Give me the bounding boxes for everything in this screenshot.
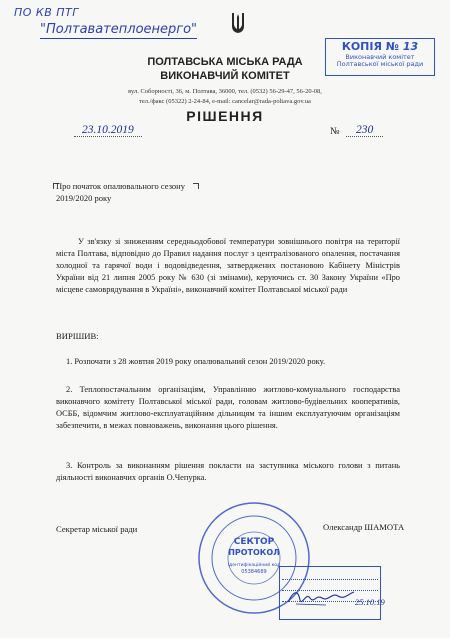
preamble-paragraph: У зв'язку зі зниженням середньодобової температури зовнішнього повітря на території міста Полтава, відповідно до Правил надання послуг з централізованого опалення, постачання холодної та гарячої води і водовідведення, затверджених постановою Кабінету Міністрів України від 21 липня 2005 року № 630 (зі змінами), керуючись ст. 30 Закону України «Про місцеве самоврядування в Україні», виконавчий комітет Полтавської міської ради (56, 237, 400, 295)
decision-item-3: 3. Контроль за виконанням рішення покласти на заступника міського голови з питань діяльності виконавчих органів О.Чепурка. (56, 461, 400, 483)
decision-subject: Про початок опалювального сезону 2019/2020 року (56, 181, 185, 203)
address-line-1: вул. Соборності, 36, м. Полтава, 36000, тел. (0532) 56-29-47, 56-20-08, (128, 88, 322, 95)
signatory-name: Олександр ШАМОТА (323, 522, 405, 532)
decision-number: 230 (346, 124, 383, 137)
handwritten-organization: "Полтаватеплоенерго" (40, 22, 198, 37)
stamp-center-top: СЕКТОР (233, 537, 275, 547)
handwritten-signature (286, 586, 356, 608)
committee-title: ВИКОНАВЧИЙ КОМІТЕТ (160, 70, 290, 82)
copy-stamp-number: 13 (402, 40, 419, 53)
stamp-id-code: 05384689 (241, 569, 267, 575)
document-type: РІШЕННЯ (186, 108, 264, 124)
received-date: 25.10.19 (355, 597, 385, 607)
signatory-position: Секретар міської ради (56, 524, 138, 534)
copy-stamp-line1: Виконавчий комітет (345, 52, 415, 61)
copy-stamp-title: КОПІЯ № (341, 40, 400, 53)
stamp-center-mid: ПРОТОКОЛ (228, 548, 280, 557)
registration-line (282, 569, 378, 580)
decision-item-1: 1. Розпочати з 28 жовтня 2019 року опалювальний сезон 2019/2020 року. (66, 357, 326, 366)
stamp-id-label: Ідентифікаційний код (227, 563, 281, 568)
address-line-2: тел./факс (05322) 2-24-84, e-mail: cancelar@rada-poltava.gov.ua (139, 98, 311, 105)
handwritten-recipient: ПО КВ ПТГ (14, 6, 79, 19)
city-council-title: ПОЛТАВСЬКА МІСЬКА РАДА (147, 56, 303, 68)
number-label: № (330, 126, 340, 137)
decision-item-2: 2. Теплопостачальним організаціям, Управлінню житлово-комунального господарства виконавчого комітету Полтавської міської ради, головам житлово-будівельних кооперативів, ОСББ, відомчим житлово-експлуатаційним дільницям та іншим експлуатуючим організаціям забезпечити, в межах повноважень, виконання цього рішення. (56, 385, 400, 431)
copy-stamp-line2: Полтавської міської ради (336, 60, 424, 69)
trident-icon (231, 12, 245, 34)
decision-date: 23.10.2019 (74, 124, 142, 137)
resolve-heading: ВИРІШИВ: (56, 331, 99, 341)
